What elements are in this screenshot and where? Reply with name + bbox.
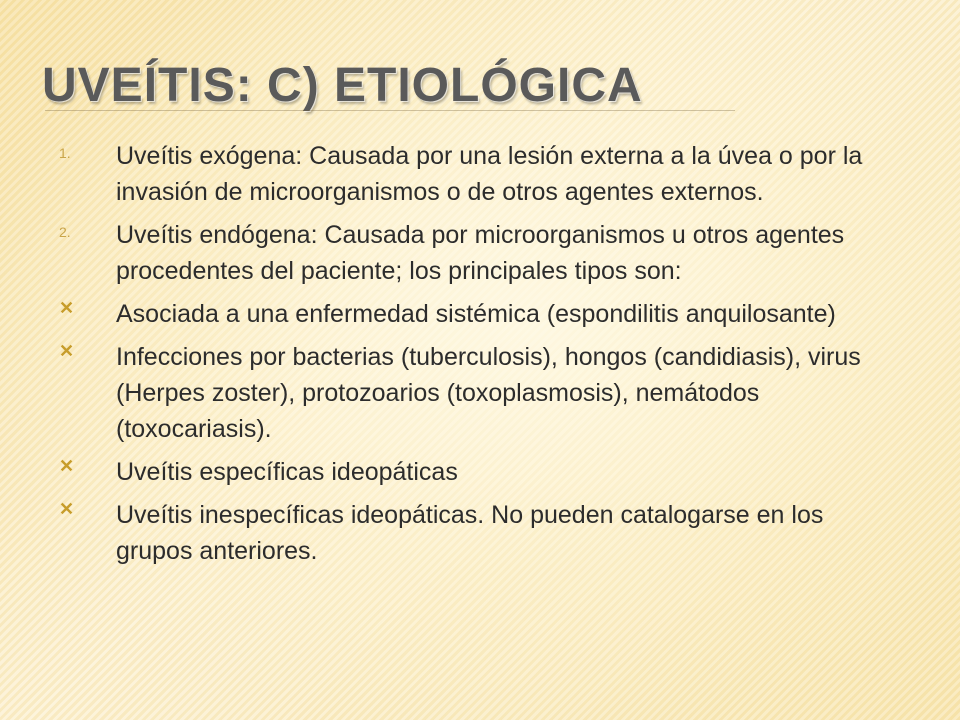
list-item (56, 454, 906, 490)
item-number: 1. (59, 145, 71, 161)
x-bullet-icon: ✕ (59, 456, 75, 476)
title-divider (45, 110, 735, 111)
item-text: Uveítis específicas ideopáticas (116, 458, 458, 486)
item-text: Uveítis exógena: Causada por una lesión externa a la úvea o por la invasión de microorganismos o de otros agentes externos. (116, 142, 863, 206)
item-text: Infecciones por bacterias (tuberculosis), hongos (candidiasis), virus (Herpes zoster), protozoarios (toxoplasmosis), nemátodos (toxocariasis). (116, 343, 861, 443)
bullet-list (56, 138, 906, 576)
list-item (56, 339, 906, 447)
item-number: 2. (59, 224, 71, 240)
x-bullet-icon: ✕ (59, 298, 75, 318)
list-item (56, 217, 906, 289)
item-text: Uveítis endógena: Causada por microorganismos u otros agentes procedentes del paciente; los principales tipos son: (116, 221, 845, 285)
list-item (56, 296, 906, 332)
list-item (56, 497, 906, 569)
x-bullet-icon: ✕ (59, 499, 75, 519)
x-bullet-icon: ✕ (59, 341, 75, 361)
list-item (56, 138, 906, 210)
item-text: Uveítis inespecíficas ideopáticas. No pueden catalogarse en los grupos anteriores. (116, 501, 824, 565)
item-text: Asociada a una enfermedad sistémica (espondilitis anquilosante) (116, 300, 836, 328)
slide-title: UVEÍTIS: C) ETIOLÓGICA (42, 59, 643, 112)
